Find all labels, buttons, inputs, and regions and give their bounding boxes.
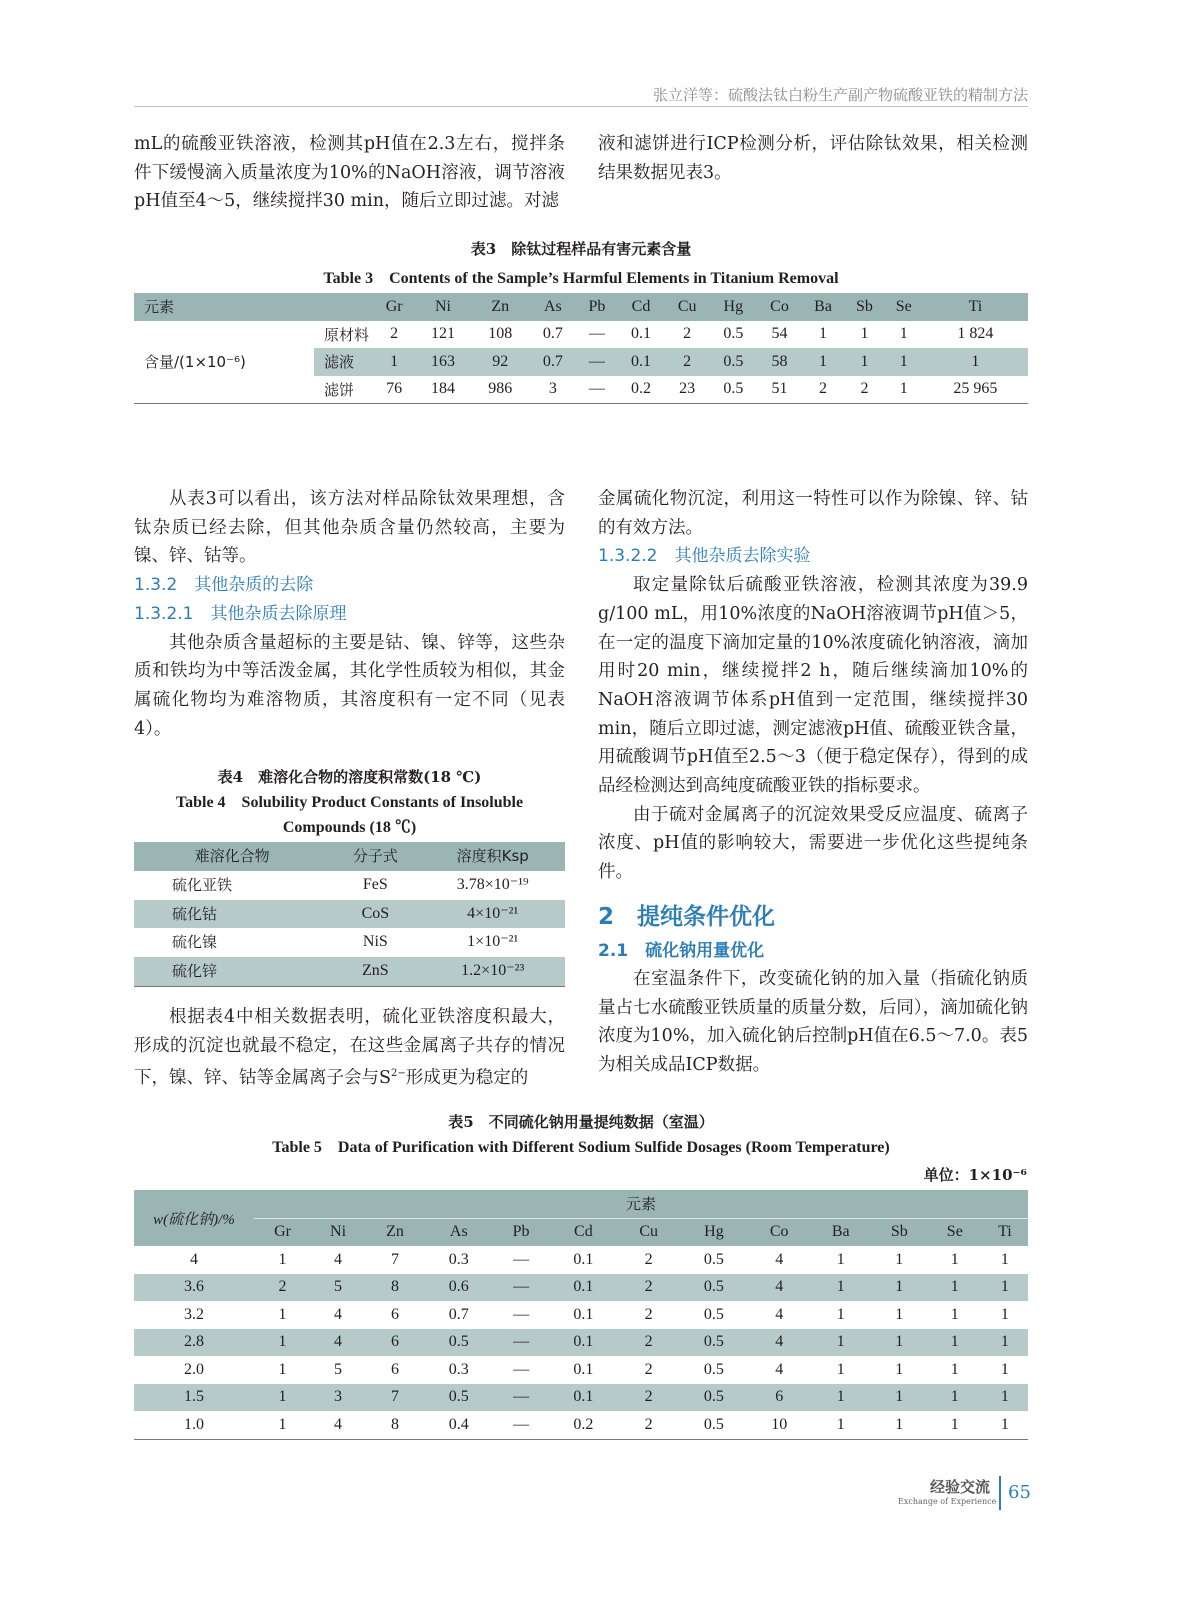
- cell: FeS: [362, 876, 388, 894]
- cell: 硫化锌: [172, 962, 218, 981]
- table3: [134, 293, 1028, 404]
- heading-1-3-2-2: 1.3.2.2 其他杂质去除实验: [598, 546, 811, 567]
- column-header: As: [543, 297, 562, 315]
- cell: 6: [775, 1388, 784, 1406]
- cell: 1: [895, 1250, 904, 1268]
- column-header: Ba: [814, 297, 832, 315]
- header-cell: [314, 293, 374, 321]
- cell: 1: [819, 352, 828, 370]
- column-header: Sb: [856, 297, 873, 315]
- cell: 4: [775, 1278, 784, 1296]
- cell: 1: [390, 352, 399, 370]
- cell: 1: [1000, 1415, 1009, 1433]
- column-header: Gr: [385, 297, 403, 315]
- column-header: As: [449, 1223, 468, 1241]
- cell: 1: [278, 1250, 287, 1268]
- cell: 1.2×10⁻²³: [461, 962, 525, 980]
- cell: 0.5: [703, 1333, 724, 1351]
- column-header: Pb: [588, 297, 606, 315]
- table3-block: [134, 237, 1028, 404]
- cell: 1: [836, 1333, 845, 1351]
- cell: 1: [836, 1278, 845, 1296]
- cell: 0.1: [573, 1278, 594, 1296]
- cell: 1: [1000, 1333, 1009, 1351]
- cell: 0.5: [703, 1250, 724, 1268]
- cell: 0.5: [723, 325, 744, 343]
- cell: 0.3: [448, 1360, 469, 1378]
- cell: 1: [278, 1360, 287, 1378]
- cell: —: [513, 1250, 530, 1268]
- table3-title-cn: 表3 除钛过程样品有害元素含量: [470, 240, 692, 258]
- cell: 58: [771, 352, 788, 370]
- cell: 1: [895, 1333, 904, 1351]
- row-name: 滤液: [324, 353, 355, 372]
- cell: —: [588, 380, 605, 398]
- cell: CoS: [361, 904, 390, 922]
- cell: 1: [899, 325, 908, 343]
- cell: 0.2: [630, 380, 651, 398]
- cell: 3.6: [184, 1278, 204, 1296]
- table-row: [134, 1384, 1028, 1412]
- cell: 2: [644, 1415, 653, 1433]
- column-header: Cd: [631, 297, 651, 315]
- column-header: Ti: [968, 297, 983, 315]
- cell: 1: [1000, 1278, 1009, 1296]
- cell: 1: [836, 1305, 845, 1323]
- cell: 3.2: [184, 1305, 204, 1323]
- column-header: Hg: [723, 297, 744, 315]
- cell: 硫化镍: [172, 933, 218, 952]
- cell: 4×10⁻²¹: [467, 904, 519, 922]
- column-header: Zn: [386, 1223, 404, 1241]
- cell: 2.8: [184, 1333, 204, 1351]
- cell: 0.7: [542, 352, 563, 370]
- cell: 0.5: [703, 1360, 724, 1378]
- cell: 1: [836, 1415, 845, 1433]
- cell: 4: [775, 1333, 784, 1351]
- cell: 121: [430, 325, 455, 343]
- cell: 4: [775, 1360, 784, 1378]
- cell: 1: [950, 1305, 959, 1323]
- cell: 0.1: [573, 1360, 594, 1378]
- cell: 1: [950, 1388, 959, 1406]
- cell: 8: [391, 1278, 400, 1296]
- cell: 1: [278, 1333, 287, 1351]
- cell: 4: [334, 1250, 343, 1268]
- cell: 1: [860, 352, 869, 370]
- column-header: Gr: [274, 1223, 291, 1241]
- top-right-text: [598, 130, 1028, 187]
- table-row: [134, 1301, 1028, 1329]
- text: 根据表4中相关数据表明，硫化亚铁溶度积最大，形成的沉淀也就最不稳定，在这些金属离子共存的情况下，镍、锌、钴等金属离子会与S: [134, 1006, 565, 1089]
- table4: [134, 842, 565, 987]
- table3-corner: 元素: [144, 298, 175, 317]
- column-header: Se: [895, 297, 912, 315]
- cell: 1.5: [184, 1388, 204, 1406]
- cell: 76: [386, 380, 403, 398]
- cell: 硫化亚铁: [172, 876, 233, 895]
- cell: 0.1: [573, 1305, 594, 1323]
- table5-title-cn: 表5 不同硫化钠用量提纯数据（室温）: [448, 1113, 714, 1131]
- table-row: [134, 1274, 1028, 1302]
- cell: 1: [1000, 1388, 1009, 1406]
- cell: 2: [683, 352, 692, 370]
- cell: 1: [895, 1278, 904, 1296]
- cell: 2: [644, 1360, 653, 1378]
- cell: 0.3: [448, 1250, 469, 1268]
- cell: 986: [488, 380, 513, 398]
- paragraph: 取定量除钛后硫酸亚铁溶液，检测其浓度为39.9 g/100 mL，用10%浓度的NaOH溶液调节pH值＞5，在一定的温度下滴加定量的10%浓度硫化钠溶液，滴加用时20 min，继续搅拌2 h，随后继续滴加10%的NaOH溶液调节体系pH值到一定范围，继续搅拌30 min，随后立即过滤，测定滤液pH值、硫酸亚铁含量，用硫酸调节pH值至2.5～3（便于稳定保存），得到的成品经检测达到高纯度硫酸亚铁的指标要求。: [598, 575, 1028, 797]
- running-head: 张立洋等：硫酸法钛白粉生产副产物硫酸亚铁的精制方法: [652, 86, 1028, 104]
- table-row: [134, 1356, 1028, 1384]
- table5-header-row: [134, 1218, 1028, 1246]
- row-name: 滤饼: [324, 380, 355, 399]
- column-header: Ti: [998, 1223, 1012, 1241]
- paragraph: 在室温条件下，改变硫化钠的加入量（指硫化钠质量占七水硫酸亚铁质量的质量分数，后同），滴加硫化钠浓度为10%，加入硫化钠后控制pH值在6.5～7.0。表5为相关成品ICP数据。: [598, 968, 1028, 1075]
- cell: 8: [391, 1415, 400, 1433]
- cell: 2: [390, 325, 399, 343]
- cell: 1: [950, 1360, 959, 1378]
- cell: 1: [278, 1388, 287, 1406]
- text: 形成更为稳定的: [405, 1068, 529, 1089]
- cell: 0.2: [573, 1415, 594, 1433]
- cell: 5: [334, 1360, 343, 1378]
- cell: NiS: [362, 933, 388, 951]
- heading-2: 2 提纯条件优化: [598, 903, 776, 930]
- cell: —: [513, 1388, 530, 1406]
- cell: 6: [391, 1305, 400, 1323]
- table3-title-en: Table 3 Contents of the Sample’s Harmful Elements in Titanium Removal: [323, 270, 839, 287]
- cell: 2.0: [184, 1360, 204, 1378]
- table-row: [134, 957, 565, 986]
- cell: 1: [819, 325, 828, 343]
- column-header: Ba: [831, 1223, 850, 1241]
- page-number: 65: [1008, 1482, 1031, 1503]
- cell: 6: [391, 1333, 400, 1351]
- footer-section-en: Exchange of Experience: [898, 1497, 997, 1506]
- cell: 6: [391, 1360, 400, 1378]
- cell: 1: [278, 1305, 287, 1323]
- cell: 0.5: [703, 1388, 724, 1406]
- cell: 3.78×10⁻¹⁹: [456, 876, 529, 894]
- cell: 4: [334, 1333, 343, 1351]
- column-header: Cd: [574, 1223, 593, 1241]
- table-row: [134, 321, 1028, 349]
- cell: 1: [1000, 1360, 1009, 1378]
- cell: 0.1: [630, 325, 651, 343]
- cell: 1: [1000, 1250, 1009, 1268]
- cell: 1: [950, 1250, 959, 1268]
- cell: 184: [430, 380, 455, 398]
- table4-title-cn: 表4 难溶化合物的溶度积常数(18 ℃): [217, 768, 482, 787]
- cell: 1: [950, 1278, 959, 1296]
- paragraph: 从表3可以看出，该方法对样品除钛效果理想，含钛杂质已经去除，但其他杂质含量仍然较高，主要为镍、锌、钴等。: [134, 489, 565, 567]
- column-header: 分子式: [352, 847, 398, 866]
- cell: 4: [334, 1305, 343, 1323]
- column-header: Se: [946, 1223, 963, 1241]
- heading-2-1: 2.1 硫化钠用量优化: [598, 940, 765, 961]
- cell: 1: [836, 1250, 845, 1268]
- table4-header-row: [134, 842, 565, 871]
- cell: —: [588, 352, 605, 370]
- cell: 0.5: [448, 1388, 469, 1406]
- cell: 1.0: [184, 1415, 204, 1433]
- cell: 2: [683, 325, 692, 343]
- cell: 2: [644, 1278, 653, 1296]
- cell: 0.4: [448, 1415, 469, 1433]
- cell: 硫化钴: [172, 904, 218, 923]
- heading-1-3-2-1: 1.3.2.1 其他杂质去除原理: [134, 603, 347, 624]
- column-header: Pb: [512, 1223, 530, 1241]
- cell: 1: [278, 1415, 287, 1433]
- table4-title-en: Table 4 Solubility Product Constants of Insoluble Compounds (18 ℃): [175, 794, 524, 837]
- cell: 1: [836, 1360, 845, 1378]
- table-row: [134, 1246, 1028, 1274]
- column-header: Hg: [704, 1223, 724, 1241]
- cell: 1: [899, 352, 908, 370]
- cell: 4: [775, 1250, 784, 1268]
- cell: 92: [492, 352, 509, 370]
- cell: 1: [950, 1415, 959, 1433]
- cell: 1: [860, 325, 869, 343]
- column-header: Cu: [677, 297, 697, 315]
- cell: ZnS: [362, 962, 389, 980]
- cell: 3: [548, 380, 557, 398]
- cell: 4: [190, 1250, 198, 1268]
- cell: 5: [334, 1278, 343, 1296]
- cell: 4: [334, 1415, 343, 1433]
- cell: 0.5: [723, 352, 744, 370]
- cell: 108: [488, 325, 513, 343]
- table5-group-row: [134, 1190, 1028, 1218]
- table5-title-en: Table 5 Data of Purification with Different Sodium Sulfide Dosages (Room Temperature): [272, 1139, 890, 1156]
- column-header: 溶度积Ksp: [456, 847, 529, 866]
- cell: 4: [775, 1305, 784, 1323]
- cell: 25 965: [953, 380, 998, 398]
- cell: 1: [895, 1360, 904, 1378]
- footer-divider: [999, 1476, 1001, 1510]
- cell: 1: [971, 352, 980, 370]
- table5-group-header: 元素: [254, 1190, 1028, 1218]
- cell: —: [513, 1333, 530, 1351]
- table-row: [134, 1411, 1028, 1439]
- column-header: Zn: [491, 297, 510, 315]
- cell: 0.1: [573, 1250, 594, 1268]
- cell: 2: [644, 1305, 653, 1323]
- cell: 0.6: [448, 1278, 469, 1296]
- table-row: [134, 928, 565, 957]
- cell: 1: [836, 1388, 845, 1406]
- cell: 163: [430, 352, 455, 370]
- cell: 1: [1000, 1305, 1009, 1323]
- cell: 0.1: [630, 352, 651, 370]
- cell: 1: [950, 1333, 959, 1351]
- right-column: [598, 485, 1028, 1080]
- cell: 1: [895, 1388, 904, 1406]
- cell: 2: [644, 1333, 653, 1351]
- paragraph: mL的硫酸亚铁溶液，检测其pH值在2.3左右，搅拌条件下缓慢滴入质量浓度为10%的NaOH溶液，调节溶液pH值至4～5，继续搅拌30 min，随后立即过滤。对滤: [134, 134, 565, 212]
- cell: 0.1: [573, 1333, 594, 1351]
- cell: 51: [771, 380, 788, 398]
- paragraph: [134, 1003, 565, 1093]
- column-header: 难溶化合物: [194, 847, 270, 866]
- table-row: [134, 900, 565, 929]
- cell: —: [513, 1305, 530, 1323]
- column-header: Sb: [890, 1223, 908, 1241]
- cell: 1: [895, 1305, 904, 1323]
- cell: 0.1: [573, 1388, 594, 1406]
- paragraph: 金属硫化物沉淀，利用这一特性可以作为除镍、锌、钴的有效方法。: [598, 489, 1028, 538]
- row-label: 含量/(1×10⁻⁶): [134, 321, 314, 404]
- cell: 3: [334, 1388, 343, 1406]
- cell: 0.7: [448, 1305, 469, 1323]
- cell: 2: [644, 1388, 653, 1406]
- paragraph: 液和滤饼进行ICP检测分析，评估除钛效果，相关检测结果数据见表3。: [598, 134, 1028, 183]
- paragraph: 其他杂质含量超标的主要是钴、镍、锌等，这些杂质和铁均为中等活泼金属，其化学性质较为相似，其金属硫化物均为难溶物质，其溶度积有一定不同（见表4）。: [134, 632, 565, 739]
- column-header: Co: [769, 1223, 789, 1241]
- cell: 2: [819, 380, 828, 398]
- cell: 10: [771, 1415, 788, 1433]
- row-name: 原材料: [324, 325, 370, 344]
- paragraph: 由于硫对金属离子的沉淀效果受反应温度、硫离子浓度、pH值的影响较大，需要进一步优化这些提纯条件。: [598, 804, 1028, 883]
- header-rule: [134, 106, 1028, 107]
- cell: —: [588, 325, 605, 343]
- table5: [134, 1190, 1028, 1440]
- table-row: [134, 1329, 1028, 1357]
- cell: 0.5: [703, 1305, 724, 1323]
- cell: 2: [278, 1278, 287, 1296]
- cell: 0.7: [542, 325, 563, 343]
- table5-row-header: w(硫化钠)/%: [153, 1211, 235, 1228]
- footer-section: 经验交流: [930, 1478, 991, 1496]
- column-header: Ni: [434, 297, 451, 315]
- cell: —: [513, 1415, 530, 1433]
- top-left-text: [134, 130, 565, 216]
- cell: 7: [391, 1388, 400, 1406]
- column-header: Cu: [639, 1223, 658, 1241]
- cell: 1: [895, 1415, 904, 1433]
- column-header: Co: [770, 297, 789, 315]
- cell: —: [513, 1278, 530, 1296]
- table5-unit: 单位：1×10⁻⁶: [923, 1166, 1027, 1184]
- cell: 1×10⁻²¹: [467, 933, 519, 951]
- cell: 23: [679, 380, 696, 398]
- cell: 0.5: [703, 1415, 724, 1433]
- cell: 2: [860, 380, 869, 398]
- cell: 1 824: [957, 325, 994, 343]
- cell: 0.5: [448, 1333, 469, 1351]
- cell: 7: [391, 1250, 400, 1268]
- table5-block: [134, 1110, 1028, 1160]
- cell: 1: [899, 380, 908, 398]
- column-header: Ni: [330, 1223, 347, 1241]
- superscript: 2−: [391, 1068, 406, 1080]
- heading-1-3-2: 1.3.2 其他杂质的去除: [134, 575, 314, 596]
- cell: 2: [644, 1250, 653, 1268]
- cell: 0.5: [703, 1278, 724, 1296]
- cell: 0.5: [723, 380, 744, 398]
- table3-header-row: [134, 293, 1028, 321]
- cell: 54: [771, 325, 788, 343]
- table-row: [134, 871, 565, 900]
- left-column: [134, 485, 565, 1093]
- cell: —: [513, 1360, 530, 1378]
